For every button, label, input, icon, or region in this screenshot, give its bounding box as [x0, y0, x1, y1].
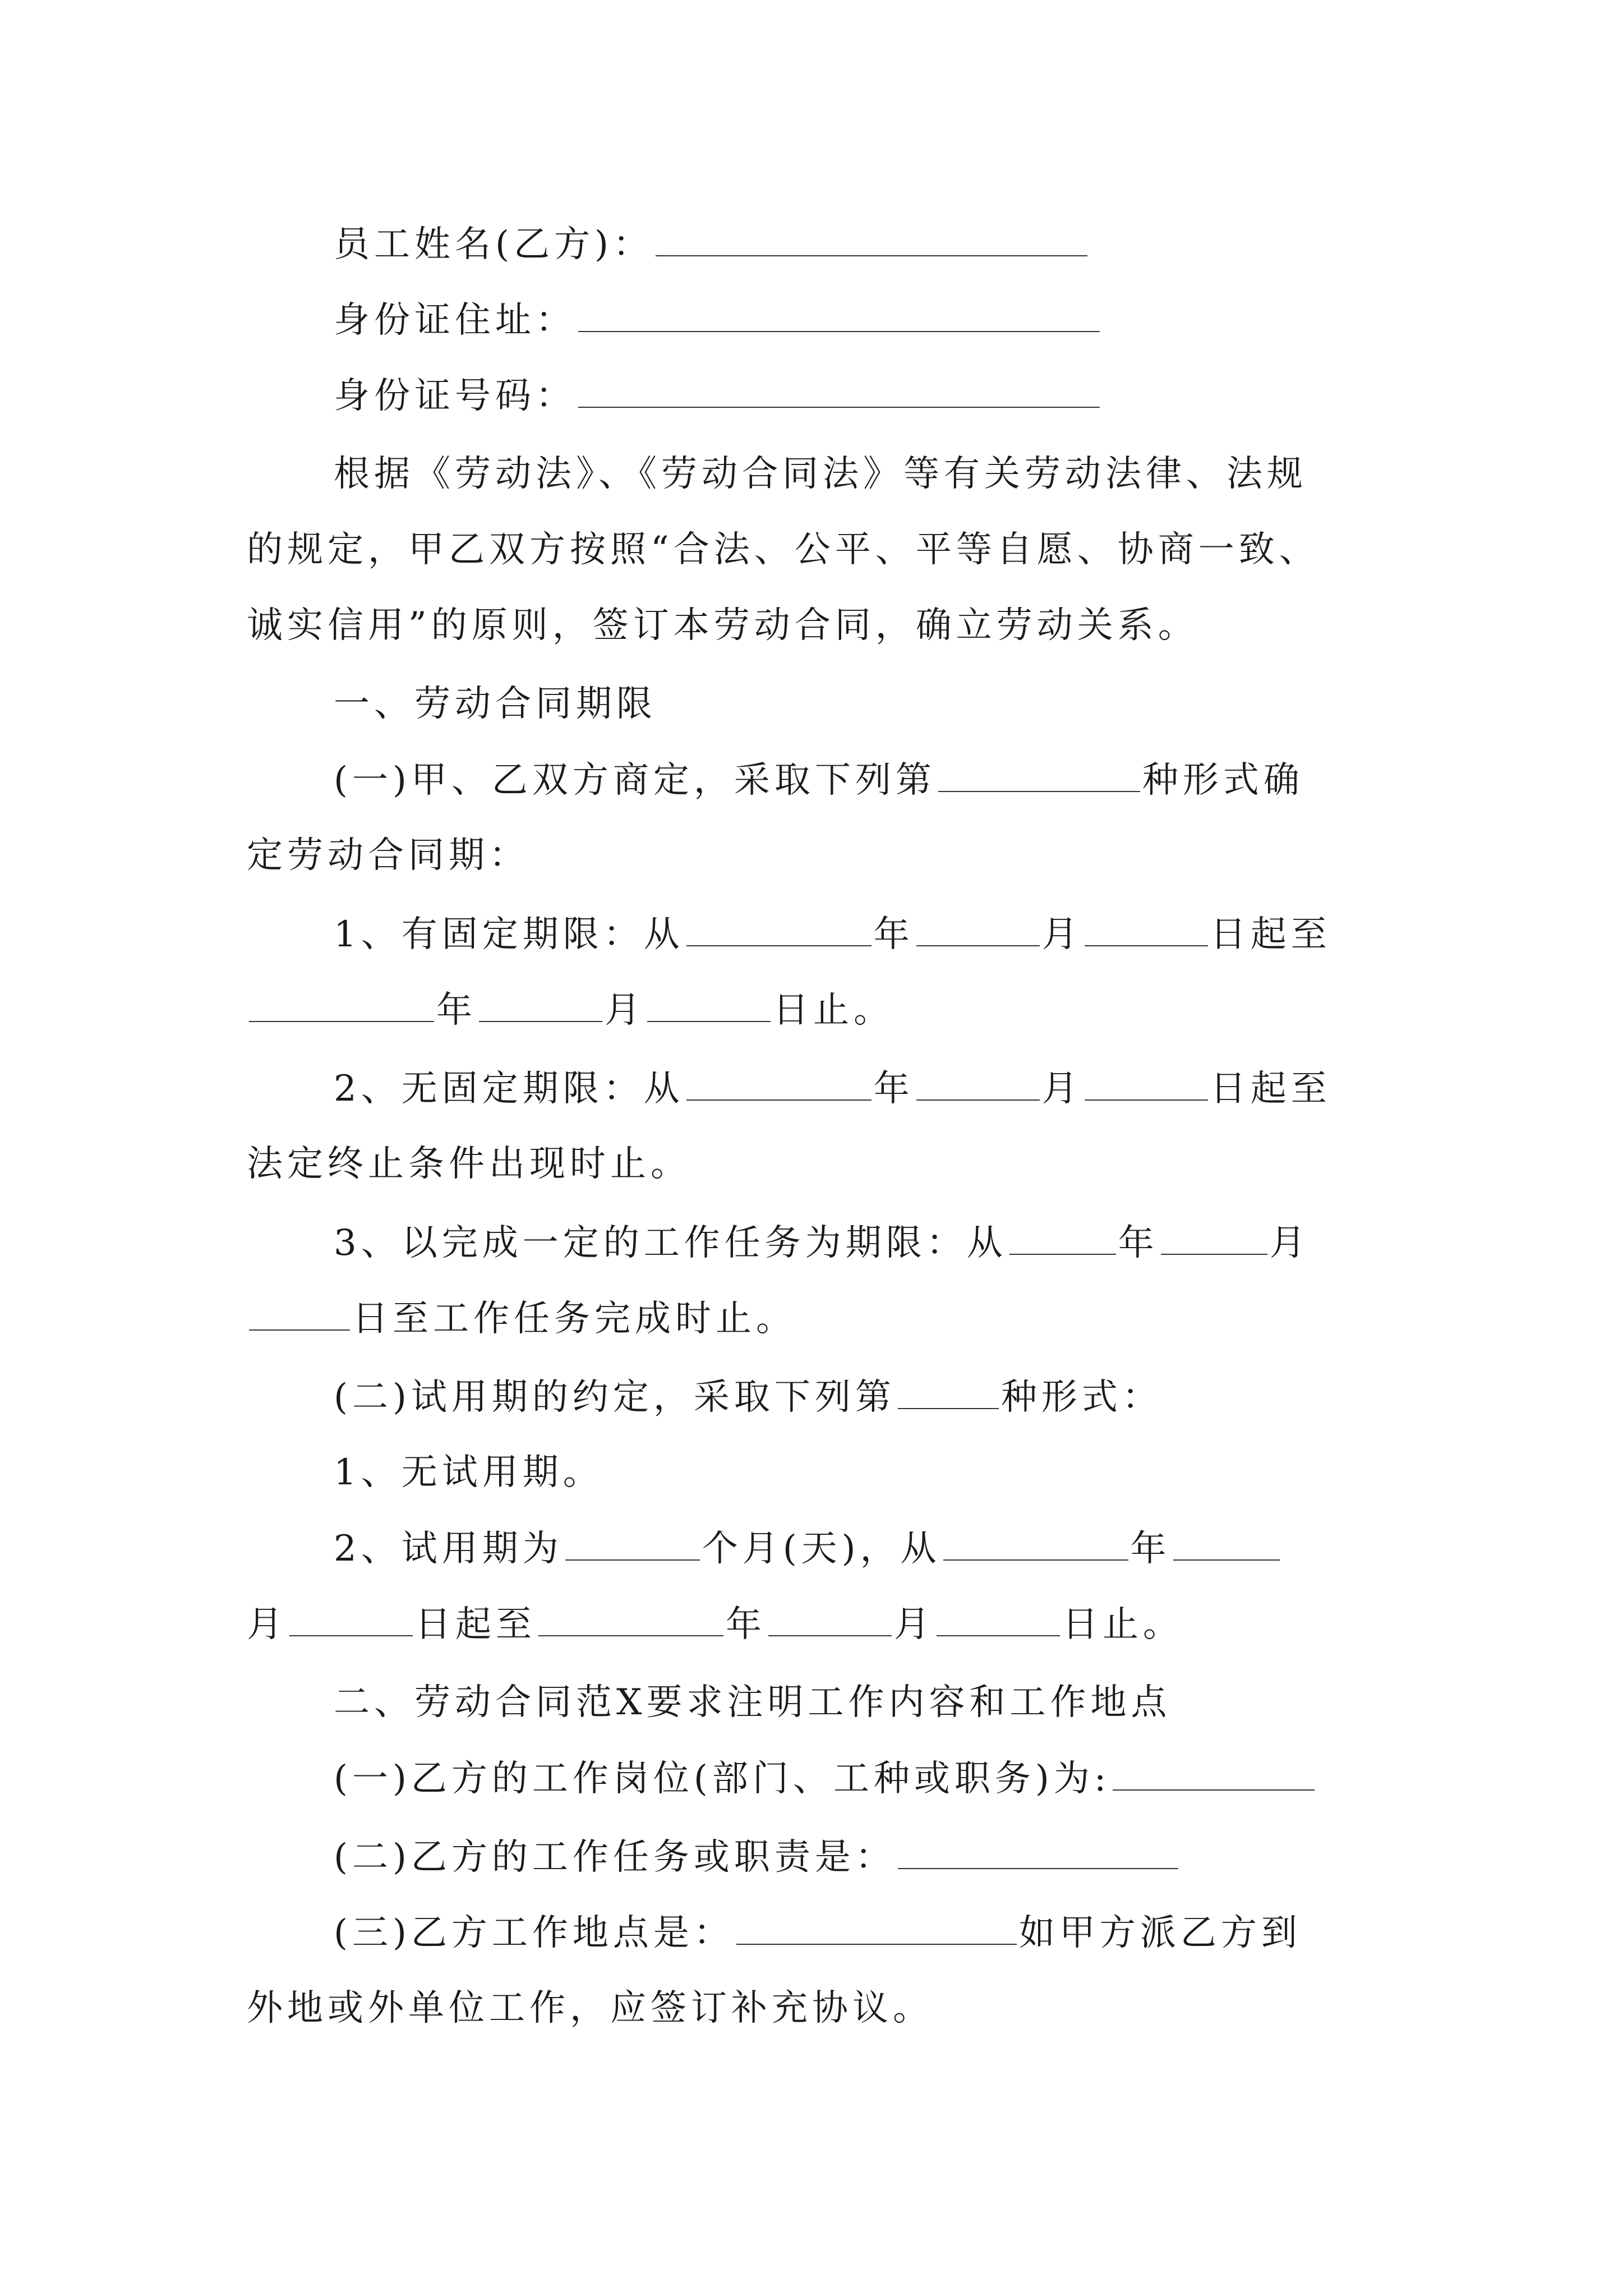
nonfixed-start-month-blank[interactable]	[916, 1066, 1040, 1101]
task-term-line-2	[247, 1296, 796, 1341]
work-location-suffix: 如甲方派乙方到	[1018, 1912, 1302, 1954]
nonfixed-start-day-blank[interactable]	[1085, 1066, 1208, 1101]
probation-unit-text: 个月(天)，从	[702, 1528, 941, 1570]
year-label: 年	[726, 1604, 766, 1645]
day-end-label: 日止。	[1062, 1604, 1183, 1645]
probation-start-day-blank[interactable]	[289, 1602, 413, 1636]
clause-2-3-line-1	[334, 1910, 1302, 1955]
section-1-title	[334, 682, 657, 726]
task-term-line-1	[334, 1220, 1310, 1266]
task-term-end-text: 日至工作任务完成时止。	[352, 1298, 796, 1340]
month-label: 月	[894, 1604, 934, 1645]
month-label: 月	[1269, 1222, 1310, 1264]
month-label: 月	[1041, 1068, 1082, 1110]
id-address-line	[334, 297, 1102, 343]
probation-option-1-text: 1、无试用期。	[334, 1452, 603, 1493]
clause-1-1-line-1	[334, 757, 1304, 803]
clause-1-1-text-c: 定劳动合同期：	[247, 835, 529, 876]
fixed-start-day-blank[interactable]	[1085, 912, 1208, 946]
fixed-start-year-blank[interactable]	[686, 912, 872, 946]
job-duties-blank[interactable]	[898, 1834, 1178, 1869]
probation-line	[334, 1374, 1163, 1420]
clause-2-2-line	[334, 1834, 1181, 1880]
year-label: 年	[436, 990, 477, 1031]
day-from-label: 日起至	[415, 1604, 536, 1645]
clause-1-1-text-a: (一)甲、乙双方商定，采取下列第	[334, 760, 936, 801]
nonfixed-term-end-text: 法定终止条件出现时止。	[247, 1143, 691, 1185]
employee-name-blank[interactable]	[656, 222, 1087, 256]
intro-text-3: 诚实信用”的原则，签订本劳动合同，确立劳动关系。	[247, 605, 1198, 646]
day-from-label: 日起至	[1210, 1068, 1331, 1110]
probation-option-2-line-1	[334, 1526, 1282, 1571]
job-duties-label: (二)乙方的工作任务或职责是：	[334, 1837, 896, 1878]
id-number-label: 身份证号码：	[334, 375, 576, 417]
fixed-term-line-1	[334, 912, 1331, 957]
task-start-year-blank[interactable]	[1009, 1220, 1116, 1255]
probation-label: (二)试用期的约定，采取下列第	[334, 1377, 896, 1418]
fixed-end-day-blank[interactable]	[647, 987, 771, 1022]
intro-line-1	[334, 452, 1307, 496]
day-from-label: 日起至	[1210, 914, 1331, 955]
id-address-label: 身份证住址：	[334, 300, 576, 341]
month-label: 月	[605, 990, 645, 1031]
year-label: 年	[1130, 1528, 1171, 1570]
nonfixed-term-label: 2、无固定期限：从	[334, 1068, 684, 1110]
probation-end-day-blank[interactable]	[937, 1602, 1060, 1636]
clause-2-1-line	[334, 1756, 1317, 1801]
section-1-title-text: 一、劳动合同期限	[334, 683, 657, 725]
work-location-label: (三)乙方工作地点是：	[334, 1912, 734, 1954]
probation-option-2-label: 2、试用期为	[334, 1528, 563, 1570]
intro-line-2	[247, 527, 1320, 572]
clause-2-3-line-2	[247, 1986, 933, 2031]
month-label: 月	[1041, 914, 1082, 955]
fixed-start-month-blank[interactable]	[916, 912, 1040, 946]
intro-text-2: 的规定，甲乙双方按照“合法、公平、平等自愿、协商一致、	[247, 529, 1320, 570]
nonfixed-term-line-1	[334, 1066, 1331, 1111]
contract-form-blank[interactable]	[938, 757, 1140, 792]
employee-name-line	[334, 222, 1090, 267]
probation-option-2-line-2	[247, 1602, 1183, 1647]
nonfixed-start-year-blank[interactable]	[686, 1066, 872, 1101]
job-position-blank[interactable]	[1113, 1756, 1315, 1791]
task-term-label: 3、以完成一定的工作任务为期限：从	[334, 1222, 1007, 1264]
task-start-day-blank[interactable]	[249, 1296, 350, 1331]
probation-form-suffix: 种形式：	[1000, 1377, 1163, 1418]
day-end-label: 日止。	[773, 990, 894, 1031]
nonfixed-term-line-2	[247, 1142, 691, 1186]
id-number-blank[interactable]	[578, 373, 1100, 408]
work-location-blank[interactable]	[736, 1910, 1017, 1945]
month-label: 月	[247, 1604, 287, 1645]
probation-length-blank[interactable]	[565, 1526, 700, 1561]
probation-option-1	[334, 1450, 603, 1495]
task-start-month-blank[interactable]	[1161, 1220, 1267, 1255]
fixed-end-year-blank[interactable]	[249, 987, 434, 1022]
probation-end-year-blank[interactable]	[538, 1602, 723, 1636]
section-2-title	[334, 1680, 1172, 1725]
probation-start-year-blank[interactable]	[943, 1526, 1128, 1561]
fixed-end-month-blank[interactable]	[479, 987, 602, 1022]
fixed-term-label: 1、有固定期限：从	[334, 914, 684, 955]
employee-name-label: 员工姓名(乙方)：	[334, 224, 653, 265]
intro-line-3	[247, 603, 1198, 648]
year-label: 年	[873, 914, 914, 955]
work-location-note: 外地或外单位工作，应签订补充协议。	[247, 1987, 933, 2029]
section-2-title-text: 二、劳动合同范X要求注明工作内容和工作地点	[334, 1682, 1172, 1723]
intro-text-1: 根据《劳动法》、《劳动合同法》等有关劳动法律、法规	[334, 453, 1307, 495]
probation-form-blank[interactable]	[898, 1374, 999, 1409]
probation-end-month-blank[interactable]	[768, 1602, 892, 1636]
year-label: 年	[873, 1068, 914, 1110]
probation-start-month-blank[interactable]	[1173, 1526, 1280, 1561]
clause-1-1-text-b: 种形式确	[1142, 760, 1304, 801]
fixed-term-line-2	[247, 987, 894, 1033]
clause-1-1-line-2	[247, 833, 529, 878]
id-address-blank[interactable]	[578, 297, 1100, 332]
year-label: 年	[1118, 1222, 1159, 1264]
job-position-label: (一)乙方的工作岗位(部门、工种或职务)为:	[334, 1758, 1111, 1800]
id-number-line	[334, 373, 1102, 418]
